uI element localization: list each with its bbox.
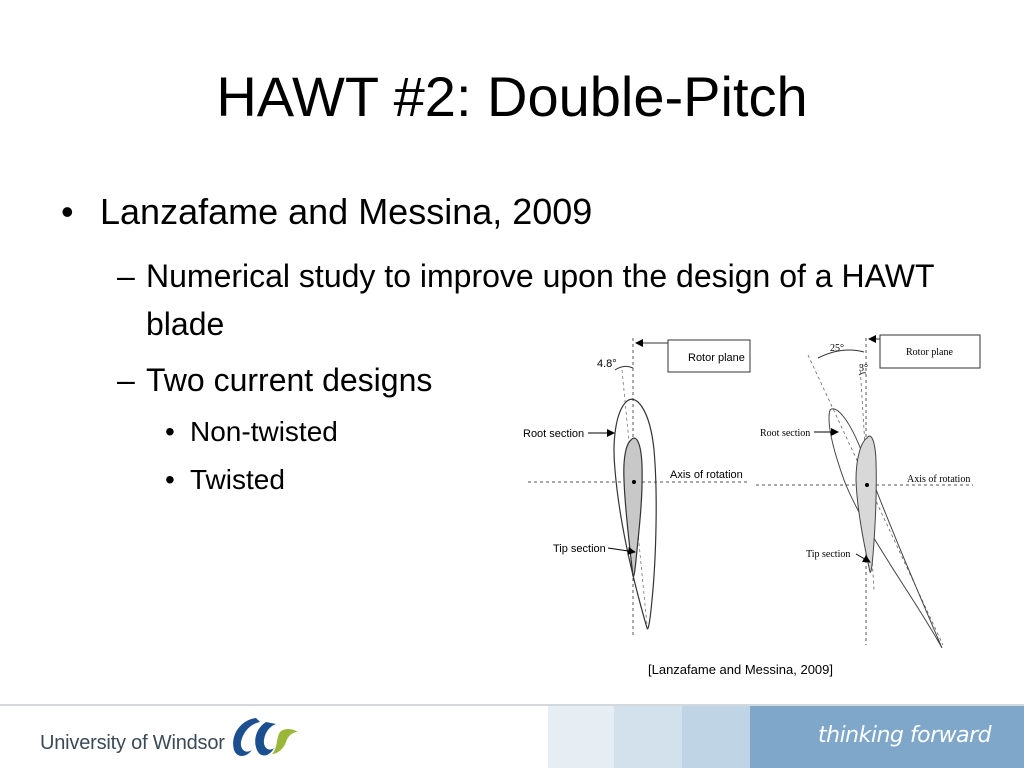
slide-title: HAWT #2: Double-Pitch [216, 65, 808, 128]
pitch-angle-label-right-small: 3° [859, 363, 868, 374]
bullet-marker: • [165, 464, 175, 495]
university-logo [226, 714, 302, 767]
rotor-plane-label-right: Rotor plane [906, 347, 953, 358]
root-section-label-left: Root section [523, 428, 585, 440]
root-section-outline [829, 409, 942, 648]
bullet-text-nontwisted: Non-twisted [190, 416, 338, 447]
rotation-center-dot [865, 483, 869, 487]
bullet-text-designs: Two current designs [146, 362, 433, 398]
footer-band-2 [614, 706, 682, 768]
university-name: University of Windsor [40, 732, 225, 754]
pitch-angle-label-right-large: 25° [830, 343, 844, 354]
bullet-marker: • [61, 191, 74, 232]
pitch-angle-label-left: 4.8° [597, 358, 617, 370]
axis-label-left: Axis of rotation [670, 469, 743, 481]
bullet-text-twisted: Twisted [190, 464, 285, 495]
footer-band-1 [548, 706, 614, 768]
tip-section-profile [856, 436, 876, 572]
tip-section-profile [624, 438, 642, 576]
left-blade-diagram [528, 338, 750, 635]
university-logo-icon [226, 714, 302, 762]
axis-label-right: Axis of rotation [907, 474, 971, 485]
bullet-text-study: Numerical study to improve upon the design of a HAWT blade [146, 258, 934, 342]
bullet-text-authors: Lanzafame and Messina, 2009 [100, 191, 593, 232]
tip-section-label-left: Tip section [553, 543, 606, 555]
pitch-angle-arc [615, 366, 633, 370]
tip-section-label-right: Tip section [806, 549, 851, 560]
dash-marker: – [117, 258, 135, 294]
rotor-plane-label-left: Rotor plane [688, 352, 745, 364]
right-blade-diagram [756, 335, 980, 648]
bullet-marker: • [165, 416, 175, 447]
root-section-label-right: Root section [760, 428, 811, 439]
tagline: thinking forward [818, 723, 992, 748]
blade-figure [518, 330, 988, 655]
dash-marker: – [117, 362, 135, 398]
figure-caption: [Lanzafame and Messina, 2009] [648, 662, 834, 677]
rotation-center-dot [632, 480, 636, 484]
footer-band-3 [682, 706, 750, 768]
